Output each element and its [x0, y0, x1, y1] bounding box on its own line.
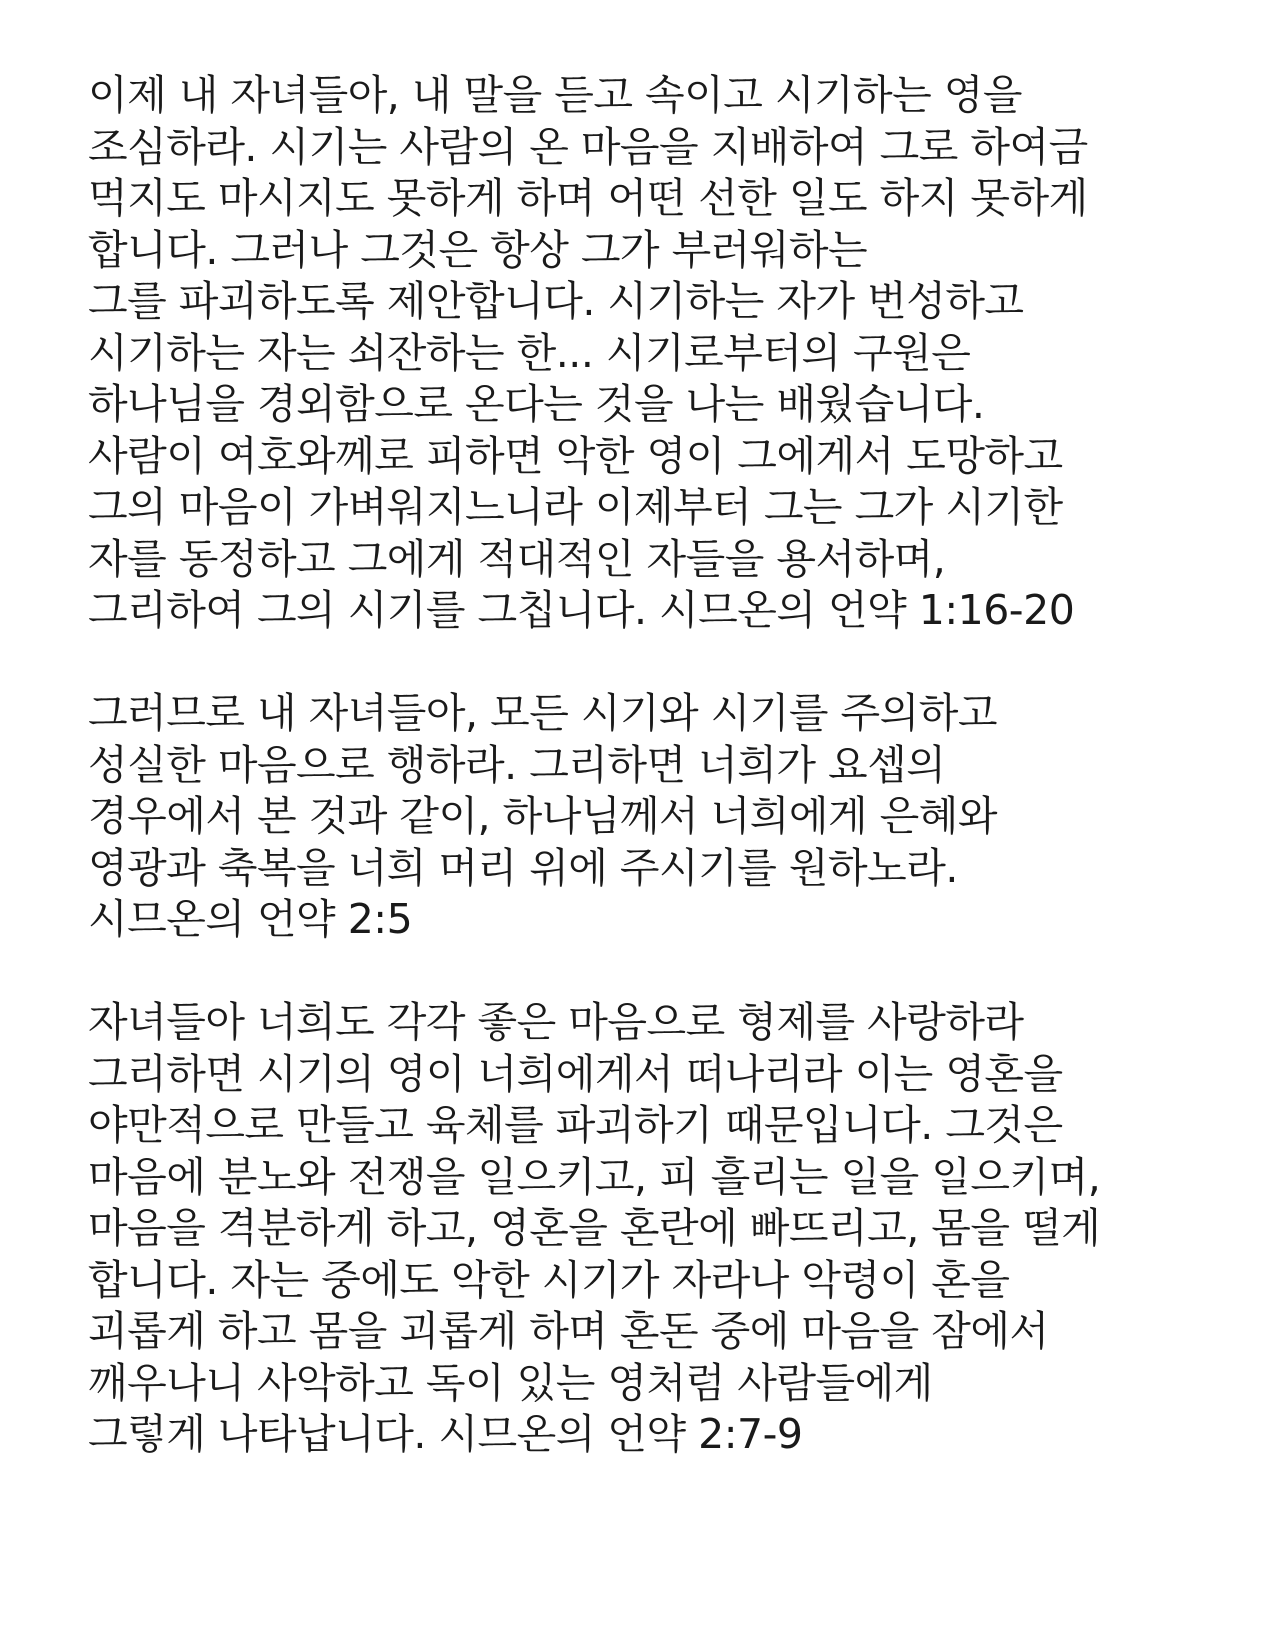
text-line: 마음에 분노와 전쟁을 일으키고, 피 흘리는 일을 일으키며, [88, 1152, 1101, 1201]
text-line: 사람이 여호와께로 피하면 악한 영이 그에게서 도망하고 [88, 431, 1063, 480]
document-body [88, 70, 1238, 1461]
text-line: 자를 동정하고 그에게 적대적인 자들을 용서하며, [88, 534, 946, 583]
text-line: 그리하여 그의 시기를 그칩니다. 시므온의 언약 1:16-20 [88, 586, 1075, 634]
text-line: 합니다. 그러나 그것은 항상 그가 부러워하는 [88, 225, 868, 274]
text-line: 시므온의 언약 2:5 [88, 895, 413, 943]
text-line: 그리하면 시기의 영이 너희에게서 떠나리라 이는 영혼을 [88, 1049, 1063, 1098]
text-line: 이제 내 자녀들아, 내 말을 듣고 속이고 시기하는 영을 [88, 71, 1023, 119]
text-line: 마음을 격분하게 하고, 영혼을 혼란에 빠뜨리고, 몸을 떨게 [88, 1204, 1101, 1252]
text-line: 성실한 마음으로 행하라. 그리하면 너희가 요셉의 [88, 740, 946, 789]
text-line: 야만적으로 만들고 육체를 파괴하기 때문입니다. 그것은 [88, 1101, 1063, 1149]
text-line: 조심하라. 시기는 사람의 온 마음을 지배하여 그로 하여금 [88, 122, 1088, 171]
text-line: 합니다. 자는 중에도 악한 시기가 자라나 악령이 혼을 [88, 1255, 1010, 1304]
paragraph-2 [88, 688, 1238, 946]
text-line: 깨우나니 사악하고 독이 있는 영처럼 사람들에게 [88, 1358, 933, 1407]
text-line: 경우에서 본 것과 같이, 하나님께서 너희에게 은혜와 [88, 792, 997, 840]
text-line: 먹지도 마시지도 못하게 하며 어떤 선한 일도 하지 못하게 [88, 174, 1088, 222]
text-line: 영광과 축복을 너희 머리 위에 주시기를 원하노라. [88, 843, 958, 892]
text-line: 시기하는 자는 쇠잔하는 한... 시기로부터의 구원은 [88, 328, 971, 377]
text-line: 그를 파괴하도록 제안합니다. 시기하는 자가 번성하고 [88, 277, 1024, 325]
text-line: 그러므로 내 자녀들아, 모든 시기와 시기를 주의하고 [88, 689, 997, 737]
paragraph-3 [88, 997, 1238, 1461]
text-line: 그렇게 나타납니다. 시므온의 언약 2:7-9 [88, 1410, 803, 1458]
paragraph-1 [88, 70, 1238, 637]
text-line: 자녀들아 너희도 각각 좋은 마음으로 형제를 사랑하라 [88, 998, 1024, 1046]
text-line: 괴롭게 하고 몸을 괴롭게 하며 혼돈 중에 마음을 잠에서 [88, 1307, 1049, 1355]
text-line: 하나님을 경외함으로 온다는 것을 나는 배웠습니다. [88, 380, 985, 428]
text-line: 그의 마음이 가벼워지느니라 이제부터 그는 그가 시기한 [88, 483, 1063, 531]
